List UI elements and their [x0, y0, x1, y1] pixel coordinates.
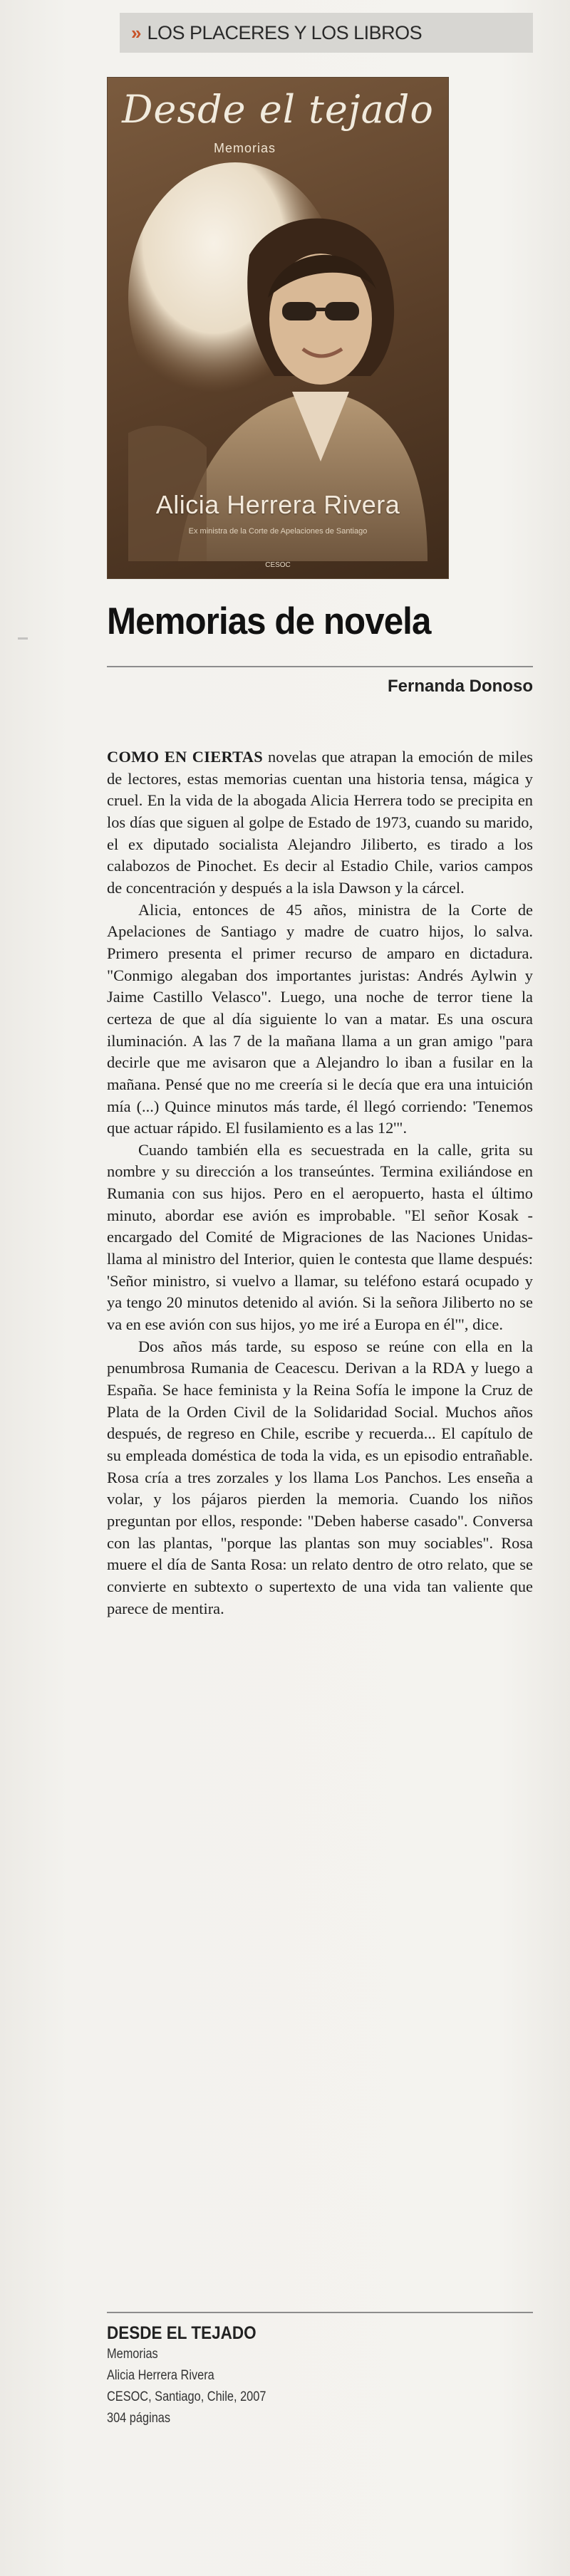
article-byline: Fernanda Donoso	[387, 677, 533, 696]
section-header	[120, 13, 533, 53]
article-body	[107, 746, 533, 1620]
paragraph-1-text: novelas que atrapan la emoción de miles de lectores, estas memorias cuentan una historia tensa, mágica y cruel. En la vida de la abogada Alicia Herrera todo se precipita en los días que siguen al golpe de Estado de 1973, cuando su marido, el ex diputado socialista Alejandro Jiliberto, es tirado a los calabozos de Pinochet. Es decir al Estadio Chile, varios campos de concentración y después a la isla Dawson y la cárcel.	[107, 748, 533, 897]
book-info-line: Memorias	[107, 2347, 158, 2362]
lead-in: COMO EN CIERTAS	[107, 748, 263, 766]
double-chevron-icon: »	[131, 21, 138, 43]
paragraph-4: Dos años más tarde, su esposo se reúne con ella en la penumbrosa Rumania de Ceacescu. Derivan a la RDA y luego a España. Se hace feminista y la Reina Sofía le impone la Cruz de Plata de la Orden Civil de la Solidaridad Social. Muchos años después, de regreso en Chile, escribe y recuerda... El capítulo de su empleada doméstica de toda la vida, es un episodio entrañable. Rosa cría a tres zorzales y los llama Los Panchos. Les enseña a volar, y los pájaros pierden la memoria. Cuando los niños preguntan por ellos, responde: "Deben haberse casado". Conversa con las plantas, "porque las plantas son muy sociables". Rosa muere el día de Santa Rosa: un relato dentro de otro relato, que se convierte en subtexto o supertexto de una vida tan valiente que parece de mentira.	[107, 1337, 533, 1617]
cover-title: Desde el tejado	[122, 87, 434, 132]
cover-author: Alicia Herrera Rivera	[155, 490, 400, 519]
cover-tagline: Ex ministra de la Corte de Apelaciones de Santiago	[188, 527, 368, 536]
paragraph-2: Alicia, entonces de 45 años, ministra de la Corte de Apelaciones de Santiago y madre de cuatro hijos, lo salva. Primero presenta el primer recurso de amparo en dictadura. "Conmigo alegaban dos importantes juristas: Andrés Aylwin y Jaime Castillo Velasco". Luego, una noche de terror tiene la certeza de que al día siguiente lo van a matar. Es una oscura iluminación. A las 7 de la mañana llama a un gran amigo "para decirle que me avisaron que a Alejandro lo iban a fusilar en la mañana. Pensé que no me creería si le decía que era una intuición mía (...) Quince minutos más tarde, él llegó corriendo: 'Tenemos que actuar rápido. El fusilamiento es a las 12'".	[107, 900, 533, 1137]
info-divider	[107, 2312, 533, 2313]
book-info-line: 304 páginas	[107, 2411, 171, 2426]
book-info-box	[107, 2323, 534, 2429]
cover-publisher: CESOC	[265, 561, 291, 569]
cover-subtitle: Memorias	[214, 141, 276, 155]
margin-mark	[18, 637, 28, 640]
paragraph-3: Cuando también ella es secuestrada en la calle, grita su nombre y su dirección a los transeúntes. Termina exiliándose en Rumania con sus hijos. Pero en el aeropuerto, hasta el último minuto, abordar ese avión es improbable. "El señor Kosak -encargado del Comité de Migraciones de las Naciones Unidas- llama al ministro del Interior, quien le contesta que llame después: 'Señor ministro, si vuelvo a llamar, su teléfono estará ocupado y ya tengo 20 minutos detenido al avión. Si la señora Jiliberto no se va en ese avión con sus hijos, yo me iré a Europa en él'", dice.	[107, 1140, 533, 1334]
book-info-line: Alicia Herrera Rivera	[107, 2368, 214, 2383]
headline-divider	[107, 666, 533, 667]
section-label: LOS PLACERES Y LOS LIBROS	[147, 21, 423, 43]
article-headline: Memorias de novela	[107, 600, 431, 642]
book-cover-image	[107, 77, 449, 579]
book-info-line: CESOC, Santiago, Chile, 2007	[107, 2389, 266, 2404]
book-info-title: DESDE EL TEJADO	[107, 2323, 256, 2343]
paragraph-1	[107, 746, 533, 899]
